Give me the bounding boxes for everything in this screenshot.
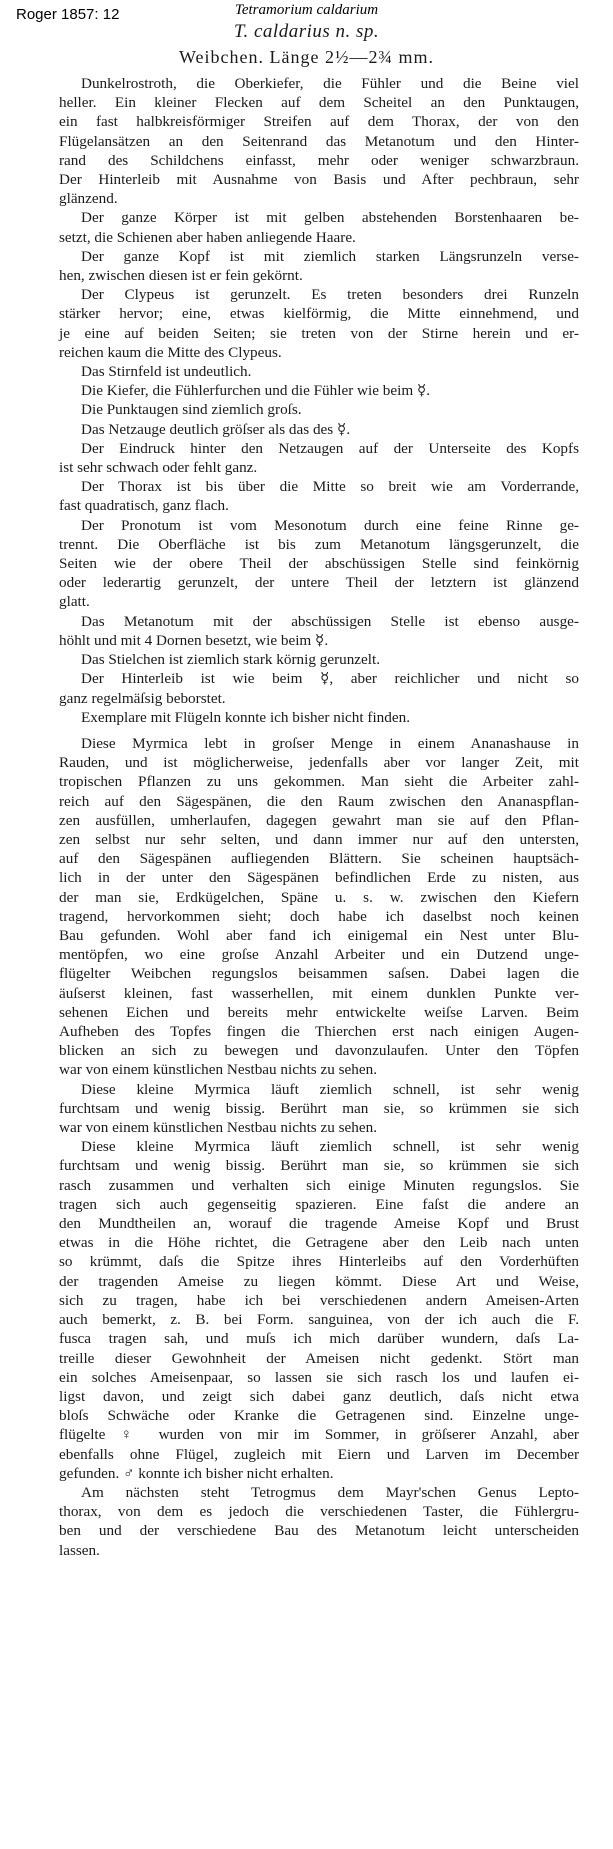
text-line: Dunkelrostroth, die Oberkiefer, die Fühler und die Beine viel	[81, 75, 579, 92]
text-line: den Mundtheilen an, worauf die tragende Ameise Kopf und Brust	[59, 1215, 579, 1233]
text-line: ligst davon, und zeigt sich dabei ganz deutlich, daſs nicht etwa	[59, 1387, 579, 1405]
text-line: der man sie, Erdkügelchen, Späne u. s. w. zwischen den Kiefern	[59, 888, 579, 906]
text-line: Rauden, und ist möglicherweise, jedenfalls aber vor langer Zeit, mit	[59, 754, 579, 772]
text-line: reichen kaum die Mitte des Clypeus.	[59, 343, 282, 361]
source-reference: Roger 1857: 12	[16, 6, 120, 23]
text-line: Diese kleine Myrmica läuft ziemlich schnell, ist sehr wenig	[81, 1138, 579, 1156]
text-line: thorax, von dem es jedoch die verschiedenen Taster, die Fühlergru-	[59, 1503, 579, 1521]
text-line: ebenfalls ohne Flügel, zugleich mit Eiern und Larven im December	[59, 1445, 579, 1463]
text-line: sich zu tragen, habe ich bei verschiedenen andern Ameisen-Arten	[59, 1291, 579, 1309]
text-line: Diese kleine Myrmica läuft ziemlich schnell, ist sehr wenig	[81, 1080, 579, 1098]
text-line: gefunden. ♂ konnte ich bisher nicht erhalten.	[59, 1464, 334, 1482]
species-heading: T. caldarius n. sp.	[233, 21, 380, 42]
biology-notes	[59, 734, 579, 1560]
text-line: ein solches Ameisenpaar, so lassen sie sich rasch los und laufen ei-	[59, 1368, 579, 1386]
text-line: sehenen Eichen und bereits mehr entwickelte weiſse Larven. Beim	[59, 1003, 579, 1021]
text-line: war von einem künstlichen Nestbau nichts zu sehen.	[59, 1119, 378, 1137]
text-line: furchtsam und wenig bissig. Berührt man sie, so krümmen sie sich	[59, 1099, 579, 1117]
text-line: Das Netzauge deutlich gröſser als das des ☿.	[81, 420, 351, 438]
text-line: bloſs Schwäche oder Kranke die Getragenen sind. Einzelne unge-	[59, 1407, 579, 1425]
text-line: ben und der verschiedene Bau des Metanotum leicht unterscheiden	[59, 1522, 579, 1540]
text-line: reich auf den Sägespänen, die den Raum zwischen den Ananaspflan-	[59, 792, 579, 810]
text-line: fusca tragen sah, und muſs ich mich darüber wundern, daſs La-	[59, 1330, 579, 1348]
text-line: Das Metanotum mit der abschüssigen Stelle ist ebenso ausge-	[81, 612, 579, 630]
text-line: Der ganze Kopf ist mit ziemlich starken Längsrunzeln verse-	[81, 247, 579, 265]
text-line: tragen sich auch gegenseitig spazieren. Eine faſst die andere an	[59, 1195, 579, 1213]
text-line: lich in der unter den Sägespänen befindlichen Erde zu nisten, aus	[59, 869, 579, 887]
text-line: höhlt und mit 4 Dornen besetzt, wie beim ☿.	[59, 631, 329, 649]
text-line: Flügelansätzen an den Seitenrand das Metanotum und den Hinter-	[59, 132, 579, 150]
text-line: tragend, hervorkommen sieht; doch habe ich daselbst noch keinen	[59, 907, 579, 925]
morphological-description	[59, 74, 579, 727]
text-line: stärker hervor; eine, etwas kielförmig, die Mitte einnehmend, und	[59, 305, 579, 323]
text-line: Diese Myrmica lebt in groſser Menge in einem Ananashause in	[81, 735, 579, 752]
text-line: hen, zwischen diesen ist er fein gekörnt.	[59, 267, 303, 285]
text-line: fast quadratisch, ganz flach.	[59, 497, 229, 515]
text-line: Der Clypeus ist gerunzelt. Es treten besonders drei Runzeln	[81, 286, 579, 304]
text-line: zen selbst nur sehr selten, und dann immer nur auf den untersten,	[59, 831, 579, 849]
text-line: trennt. Die Oberfläche ist bis zum Metanotum längsgerunzelt, die	[59, 535, 579, 553]
sex-length-heading: Weibchen. Länge 2½—2¾ mm.	[179, 47, 434, 67]
text-line: heller. Ein kleiner Flecken auf dem Scheitel an den Punktaugen,	[59, 94, 579, 112]
text-line: Aufheben des Topfes fingen die Thierchen erst nach einigen Augen-	[59, 1023, 579, 1041]
text-line: Das Stielchen ist ziemlich stark körnig gerunzelt.	[81, 651, 381, 669]
text-line: blicken an sich zu bewegen und davonzulaufen. Unter den Töpfen	[59, 1042, 579, 1060]
text-line: war von einem künstlichen Nestbau nichts zu sehen.	[59, 1061, 378, 1079]
text-line: ein fast halbkreisförmiger Streifen auf dem Thorax, der von den	[59, 113, 579, 131]
text-line: je eine auf beiden Seiten; sie treten von der Stirne herein und er-	[59, 324, 579, 342]
text-line: auch bemerkt, z. B. bei Form. sanguinea, von der ich auch die F.	[59, 1311, 579, 1329]
text-line: Der Hinterleib ist wie beim ☿, aber reichlicher und nicht so	[81, 670, 579, 688]
text-line: lassen.	[59, 1541, 100, 1559]
text-line: glänzend.	[59, 190, 118, 208]
text-line: furchtsam und wenig bissig. Berührt man sie, so krümmen sie sich	[59, 1157, 579, 1175]
text-line: Die Punktaugen sind ziemlich groſs.	[81, 401, 302, 419]
text-line: zen ausfüllen, umherlaufen, dagegen gewahrt man sie auf den Pflan-	[59, 811, 579, 829]
text-line: tropischen Pflanzen zu uns gekommen. Man sieht die Arbeiter zahl-	[59, 773, 579, 791]
text-line: Seiten wie der obere Theil der abschüssigen Stelle sind feinkörnig	[59, 555, 579, 573]
text-line: Bau gefunden. Wohl aber fand ich einigemal ein Nest unter Blu-	[59, 927, 579, 945]
text-line: der tragenden Ameise zu liegen kömmt. Diese Art und Weise,	[59, 1272, 579, 1290]
text-line: Die Kiefer, die Fühlerfurchen und die Fühler wie beim ☿.	[81, 382, 431, 400]
text-line: Der Thorax ist bis über die Mitte so breit wie am Vorderrande,	[81, 478, 579, 496]
text-line: mentöpfen, wo eine groſse Anzahl Arbeiter und ein Dutzend unge-	[59, 946, 579, 964]
text-line: rand des Schildchens einfasst, mehr oder weniger schwarzbraun.	[59, 151, 579, 169]
text-line: rasch zusammen und verhalten sich einige Minuten regungslos. Sie	[59, 1176, 579, 1194]
text-line: Am nächsten steht Tetrogmus dem Mayr'schen Genus Lepto-	[81, 1483, 579, 1501]
text-line: setzt, die Schienen aber haben anliegende Haare.	[59, 228, 356, 246]
text-line: äuſserst kleinen, fast wasserhellen, mit einem dunklen Punkte ver-	[59, 984, 579, 1002]
text-line: Der ganze Körper ist mit gelben abstehenden Borstenhaaren be-	[81, 209, 579, 227]
text-line: ganz regelmäſsig beborstet.	[59, 689, 226, 707]
text-line: etwas in die Höhe richtet, die Getragene aber den Leib nach unten	[59, 1234, 579, 1252]
text-line: flügelte ♀ wurden von mir im Sommer, in gröſserer Anzahl, aber	[59, 1426, 579, 1444]
text-line: Das Stirnfeld ist undeutlich.	[81, 363, 252, 381]
text-line: Der Eindruck hinter den Netzaugen auf der Unterseite des Kopfs	[81, 439, 579, 457]
text-line: Der Hinterleib mit Ausnahme von Basis und After pechbraun, sehr	[59, 171, 579, 189]
text-line: auf den Sägespänen aufliegenden Blättern. Sie scheinen hauptsäch-	[59, 850, 579, 868]
text-line: ist sehr schwach oder fehlt ganz.	[59, 459, 258, 477]
text-line: so krümmt, daſs die Spitze ihres Hinterleibs auf den Vorderhüften	[59, 1253, 579, 1271]
text-line: glatt.	[59, 593, 90, 611]
text-line: treille dieser Gewohnheit der Ameisen nicht gedenkt. Stört man	[59, 1349, 579, 1367]
text-line: Der Pronotum ist vom Mesonotum durch eine feine Rinne ge-	[81, 516, 579, 534]
text-line: oder lederartig gerunzelt, der untere Theil der letztern ist glänzend	[59, 574, 579, 592]
text-line: Exemplare mit Flügeln konnte ich bisher nicht finden.	[81, 708, 410, 726]
text-line: flügelter Weibchen regungslos beisammen saſsen. Dabei lagen die	[59, 965, 579, 983]
taxon-title: Tetramorium caldarium	[234, 2, 379, 18]
